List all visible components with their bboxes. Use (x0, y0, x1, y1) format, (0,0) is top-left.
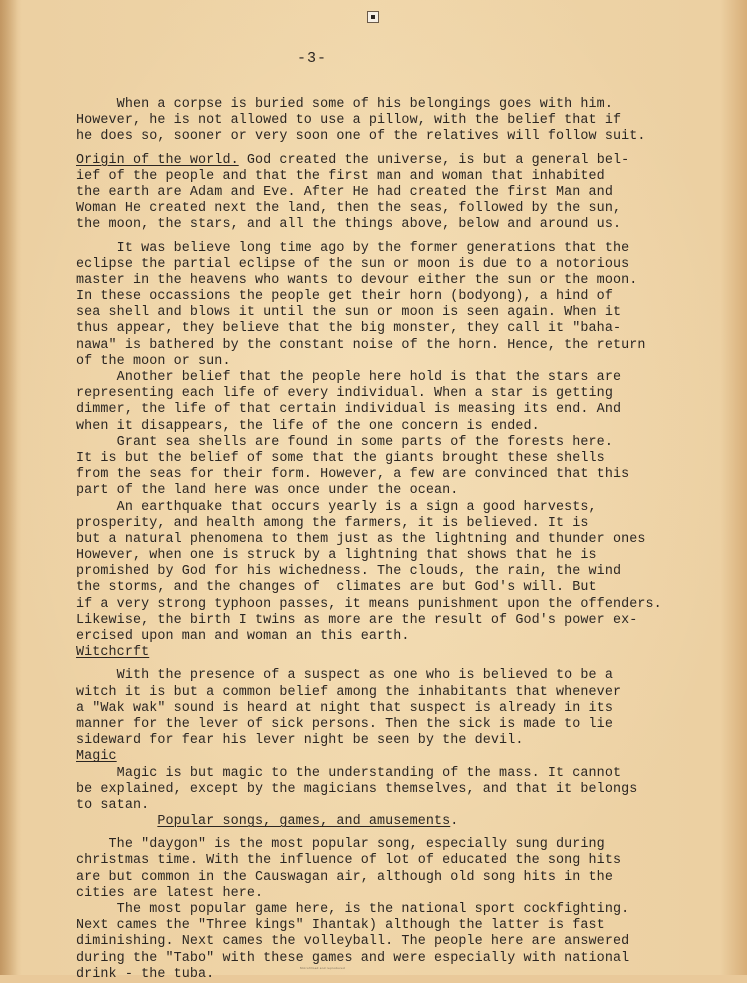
text-line: witch it is but a common belief among the inhabitants that whenever (76, 684, 622, 700)
text-line: the moon, the stars, and all the things above, below and around us. (76, 217, 622, 233)
text-line: sideward for fear his lever night be seen by the devil. (76, 733, 524, 749)
origin-first-line-text: God created the universe, is but a general bel- (238, 152, 630, 168)
popular-heading-line (76, 814, 716, 830)
text-line: but a natural phenomena to them just as the lightning and thunder ones (76, 531, 646, 547)
text-line: during the "Tabo" with these games and were especially with national (76, 950, 630, 966)
text-line: a "Wak wak" sound is heard at night that suspect is already in its (76, 700, 613, 716)
text-line: drink - the tuba. (76, 966, 215, 982)
text-line: nawa" is bathered by the constant noise of the horn. Hence, the return (76, 337, 646, 353)
text-line: sea shell and blows it until the sun or moon is seen again. When it (76, 305, 622, 321)
text-line: thus appear, they believe that the big monster, they call it "baha- (76, 321, 622, 337)
paragraph-stars (76, 370, 716, 435)
paragraph-earthquake (76, 500, 716, 646)
text-line: if a very strong typhoon passes, it means punishment upon the offenders. (76, 596, 662, 612)
text-line: However, he is not allowed to use a pillow, with the belief that if (76, 113, 622, 129)
page-number: -3- (297, 50, 328, 67)
page-edge-stain (0, 0, 18, 975)
text-line: promished by God for his wichedness. The clouds, the rain, the wind (76, 564, 622, 580)
text-line: be explained, except by the magicians themselves, and that it belongs (76, 781, 638, 797)
text-line: are but common in the Causwagan air, although old song hits in the (76, 869, 613, 885)
witchcraft-heading: Witchcrft (76, 645, 150, 661)
origin-first-line (76, 153, 716, 169)
text-line: ief of the people and that the first man and woman that inhabited (76, 168, 605, 184)
text-line: the earth are Adam and Eve. After He had created the first Man and (76, 184, 613, 200)
text-line: It was believe long time ago by the former generations that the (76, 240, 630, 256)
binding-hole-icon (367, 11, 379, 23)
text-line: An earthquake that occurs yearly is a sign a good harvests, (76, 499, 597, 515)
text-line: When a corpse is buried some of his belongings goes with him. (76, 97, 613, 112)
text-line: representing each life of every individual. When a star is getting (76, 386, 613, 402)
text-line: eclipse the partial eclipse of the sun or moon is due to a notorious (76, 256, 630, 272)
section-witchcraft (76, 645, 716, 749)
section-magic (76, 749, 716, 814)
text-line: With the presence of a suspect as one who is believed to be a (76, 668, 613, 684)
origin-heading: Origin of the world. (76, 152, 239, 168)
text-line: when it disappears, the life of the one concern is ended. (76, 418, 540, 434)
text-line: Another belief that the people here hold is that the stars are (76, 370, 622, 385)
popular-heading: Popular songs, games, and amusements (157, 814, 451, 830)
text-line: part of the land here was once under the ocean. (76, 483, 459, 499)
section-origin-of-the-world (76, 153, 716, 234)
text-line: from the seas for their form. However, a few are convinced that this (76, 467, 630, 483)
text-line: dimmer, the life of that certain individual is measing its end. And (76, 402, 622, 418)
text-line: of the moon or sun. (76, 353, 231, 369)
popular-heading-suffix: . (450, 814, 459, 830)
text-line: Grant sea shells are found in some parts of the forests here. (76, 434, 613, 450)
text-line: cities are latest here. (76, 885, 264, 901)
text-line: In these occassions the people get their horn (bodyong), a hind of (76, 289, 613, 305)
text-line: The "daygon" is the most popular song, especially sung during (76, 837, 605, 853)
text-line: to satan. (76, 797, 150, 813)
text-line: master in the heavens who wants to devour either the sun or the moon. (76, 272, 638, 288)
paragraph-burial (76, 97, 716, 146)
footer-microtext: Microfilmed and reproduced (300, 966, 345, 970)
magic-heading: Magic (76, 749, 117, 765)
text-line: Woman He created next the land, then the seas, followed by the sun, (76, 201, 622, 217)
text-line: diminishing. Next cames the volleyball. The people here are answered (76, 934, 630, 950)
section-popular-songs (76, 814, 716, 983)
text-line: ercised upon man and woman an this earth. (76, 629, 410, 644)
paragraph-sea-shells (76, 435, 716, 500)
text-line: christmas time. With the influence of lot of educated the song hits (76, 853, 622, 869)
text-line: It is but the belief of some that the giants brought these shells (76, 450, 605, 466)
text-line: The most popular game here, is the national sport cockfighting. (76, 902, 630, 917)
text-line: Likewise, the birth I twins as more are the result of God's power ex- (76, 612, 638, 628)
text-line: Magic is but magic to the understanding of the mass. It cannot (76, 765, 622, 781)
paragraph-eclipse (76, 241, 716, 371)
text-line: Next cames the "Three kings" Ihantak) although the latter is fast (76, 918, 605, 934)
text-line: However, when one is struck by a lightning that shows that he is (76, 548, 597, 564)
text-line: manner for the lever of sick persons. Then the sick is made to lie (76, 716, 613, 732)
document-body (76, 97, 716, 983)
text-line: he does so, sooner or very soon one of the relatives will follow suit. (76, 129, 646, 145)
text-line: the storms, and the changes of climates are but God's will. But (76, 580, 597, 596)
text-line: prosperity, and health among the farmers, it is believed. It is (76, 515, 589, 531)
